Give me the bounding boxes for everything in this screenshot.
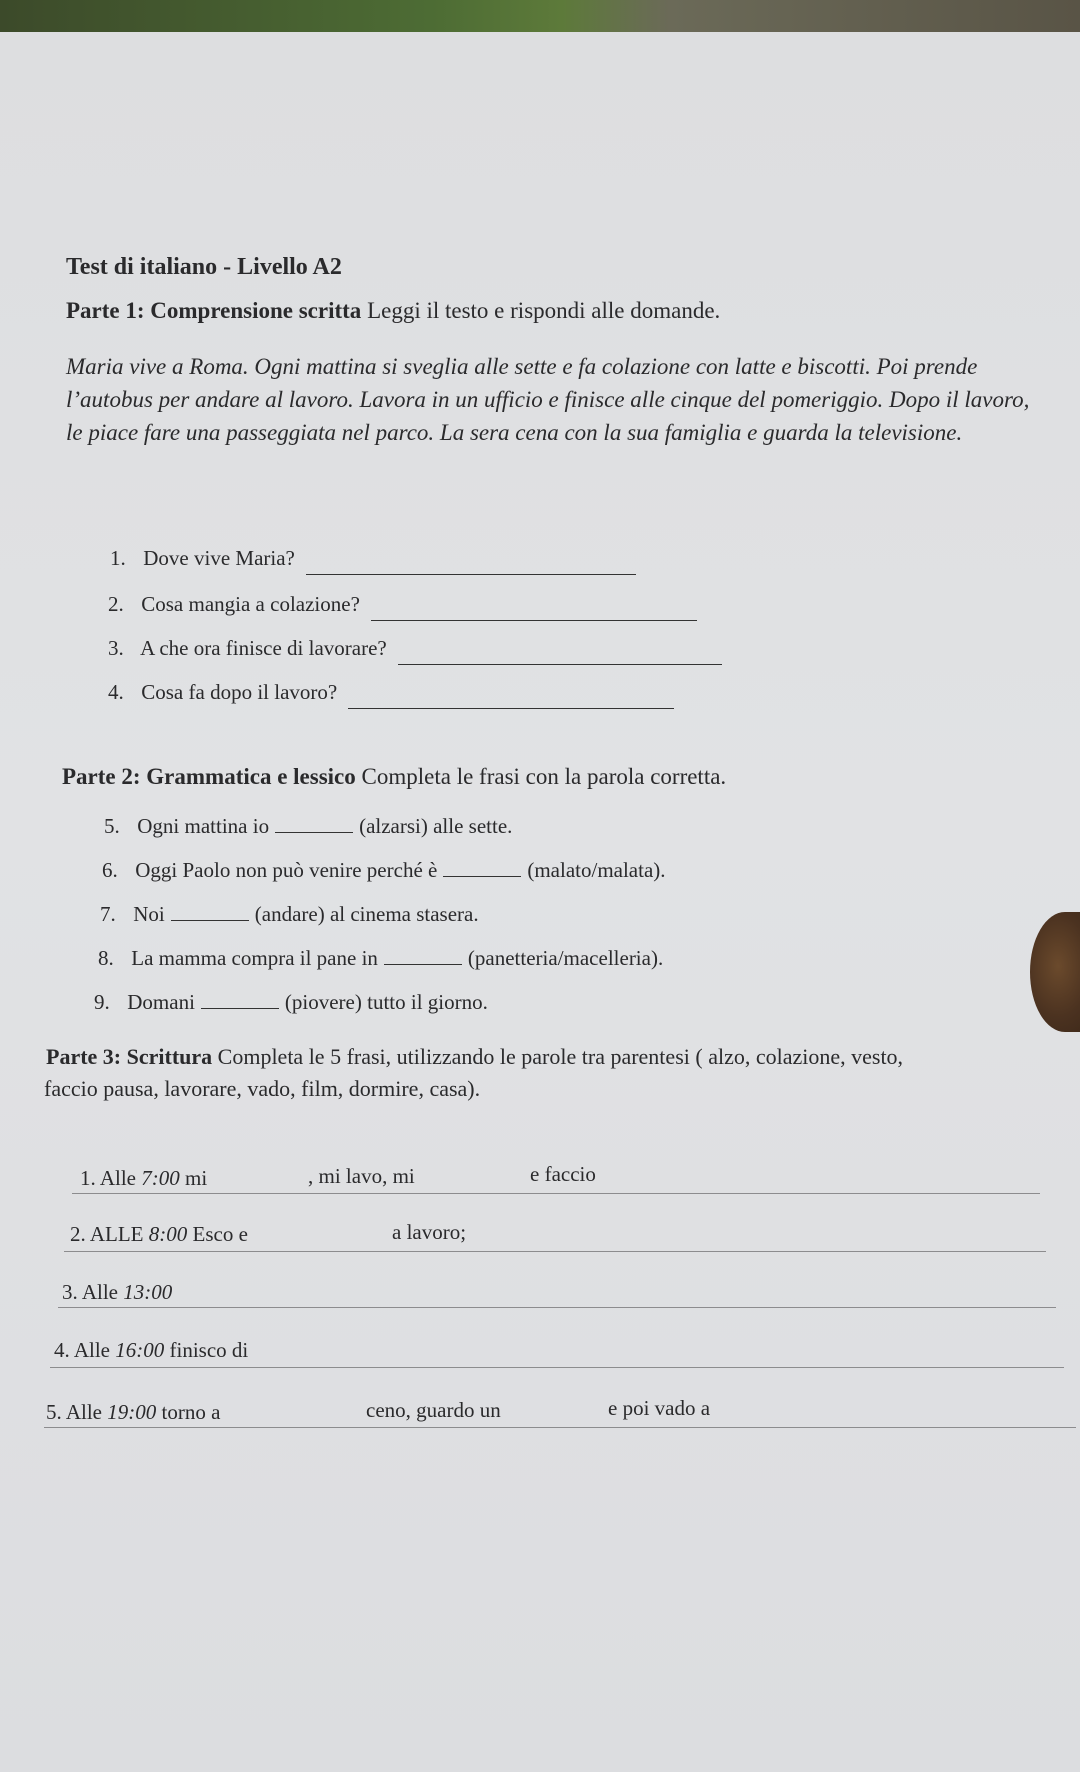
thumb-finger xyxy=(1030,912,1080,1032)
exercise-text-after: (panetteria/macelleria). xyxy=(467,946,664,970)
reading-text: Maria vive a Roma. Ogni mattina si sveglia alle sette e fa colazione con latte e biscotti. Poi prende l’autobus per andare al lavoro. Lavora in un ufficio e finisce alle cinque del pomeriggio. Dopo il lavoro, le piace fare una passeggiata nel parco. La sera cena con la sua famiglia e guarda la televisione. xyxy=(66,354,1030,445)
worksheet-title: Test di italiano - Livello A2 xyxy=(66,254,342,280)
exercise-number: 8. xyxy=(98,946,114,970)
writing-item-5 xyxy=(46,1400,220,1425)
exercise-number: 6. xyxy=(102,858,118,882)
question-2 xyxy=(108,592,697,621)
item-time: 13:00 xyxy=(123,1280,173,1304)
item-segment: Esco e xyxy=(192,1222,248,1246)
answer-line[interactable] xyxy=(371,619,697,621)
question-text: Cosa mangia a colazione? xyxy=(141,592,360,616)
worksheet-page xyxy=(0,32,1080,1772)
fill-blank[interactable] xyxy=(201,1007,279,1009)
question-3 xyxy=(108,636,722,665)
item-prefix: Alle xyxy=(73,1338,110,1362)
exercise-number: 5. xyxy=(104,814,120,838)
part1-instruction: Leggi il testo e rispondi alle domande. xyxy=(367,298,721,323)
writing-item-4 xyxy=(54,1338,248,1363)
exercise-5 xyxy=(104,814,512,839)
exercise-number: 9. xyxy=(94,990,110,1014)
part1-title: Parte 1: Comprensione scritta xyxy=(66,298,362,323)
exercise-text-before: Oggi Paolo non può venire perché è xyxy=(135,858,438,882)
question-number: 3. xyxy=(108,636,124,660)
writing-line-1[interactable] xyxy=(72,1192,1040,1194)
item-prefix: Alle xyxy=(65,1400,102,1424)
answer-line[interactable] xyxy=(306,573,636,575)
exercise-text-before: Noi xyxy=(133,902,165,926)
writing-line-4[interactable] xyxy=(50,1366,1064,1368)
item-number: 5. xyxy=(46,1400,62,1424)
part2-instruction: Completa le frasi con la parola corretta. xyxy=(361,764,727,789)
question-number: 2. xyxy=(108,592,124,616)
question-number: 4. xyxy=(108,680,124,704)
item-number: 3. xyxy=(62,1280,78,1304)
fill-blank[interactable] xyxy=(384,963,462,965)
exercise-text-before: La mamma compra il pane in xyxy=(131,946,378,970)
writing-item-1 xyxy=(80,1166,207,1191)
answer-line[interactable] xyxy=(398,663,722,665)
exercise-text-after: (malato/malata). xyxy=(527,858,666,882)
question-number: 1. xyxy=(110,546,126,570)
fill-blank[interactable] xyxy=(443,875,521,877)
item-prefix: Alle xyxy=(99,1166,136,1190)
item-time: 8:00 xyxy=(148,1222,188,1246)
part2-title: Parte 2: Grammatica e lessico xyxy=(62,764,356,789)
writing-item-1-seg2: , mi lavo, mi xyxy=(308,1164,415,1188)
question-text: Dove vive Maria? xyxy=(143,546,295,570)
question-4 xyxy=(108,680,674,709)
part1-heading xyxy=(66,298,720,324)
writing-line-3[interactable] xyxy=(58,1306,1056,1308)
exercise-text-after: (piovere) tutto il giorno. xyxy=(284,990,488,1014)
exercise-7 xyxy=(100,902,479,927)
item-time: 19:00 xyxy=(107,1400,157,1424)
writing-item-1-seg3: e faccio xyxy=(530,1162,596,1186)
writing-line-2[interactable] xyxy=(64,1250,1046,1252)
exercise-text-before: Domani xyxy=(127,990,195,1014)
exercise-9 xyxy=(94,990,488,1015)
question-1 xyxy=(110,546,636,575)
item-time-suffix: mi xyxy=(185,1166,208,1190)
item-prefix: Alle xyxy=(81,1280,118,1304)
part3-title: Parte 3: Scrittura xyxy=(46,1044,213,1069)
part3-heading xyxy=(46,1044,903,1070)
exercise-text-before: Ogni mattina io xyxy=(137,814,270,838)
question-text: Cosa fa dopo il lavoro? xyxy=(141,680,338,704)
item-prefix: ALLE xyxy=(89,1222,144,1246)
item-number: 2. xyxy=(70,1222,86,1246)
item-number: 4. xyxy=(54,1338,70,1362)
background-strip xyxy=(0,0,1080,34)
writing-item-3 xyxy=(62,1280,172,1305)
question-text: A che ora finisce di lavorare? xyxy=(140,636,387,660)
item-time: 16:00 xyxy=(115,1338,165,1362)
item-segment: finisco di xyxy=(169,1338,249,1362)
fill-blank[interactable] xyxy=(171,919,249,921)
writing-item-2 xyxy=(70,1222,248,1247)
item-segment: torno a xyxy=(161,1400,221,1424)
item-time: 7:00 xyxy=(141,1166,180,1190)
fill-blank[interactable] xyxy=(275,831,353,833)
writing-item-5-seg4: e poi vado a xyxy=(608,1396,711,1420)
writing-line-5[interactable] xyxy=(44,1426,1076,1428)
part3-instruction: Completa le 5 frasi, utilizzando le parole tra parentesi ( alzo, colazione, vesto, xyxy=(217,1044,904,1069)
writing-item-5-seg3: ceno, guardo un xyxy=(366,1398,501,1422)
exercise-text-after: (alzarsi) alle sette. xyxy=(359,814,513,838)
answer-line[interactable] xyxy=(348,707,674,709)
exercise-8 xyxy=(98,946,663,971)
item-number: 1. xyxy=(80,1166,96,1190)
part2-heading xyxy=(62,764,726,790)
exercise-text-after: (andare) al cinema stasera. xyxy=(254,902,479,926)
exercise-6 xyxy=(102,858,666,883)
writing-item-2-seg3: a lavoro; xyxy=(392,1220,467,1244)
part3-instruction-cont: faccio pausa, lavorare, vado, film, dormire, casa). xyxy=(44,1076,481,1101)
exercise-number: 7. xyxy=(100,902,116,926)
